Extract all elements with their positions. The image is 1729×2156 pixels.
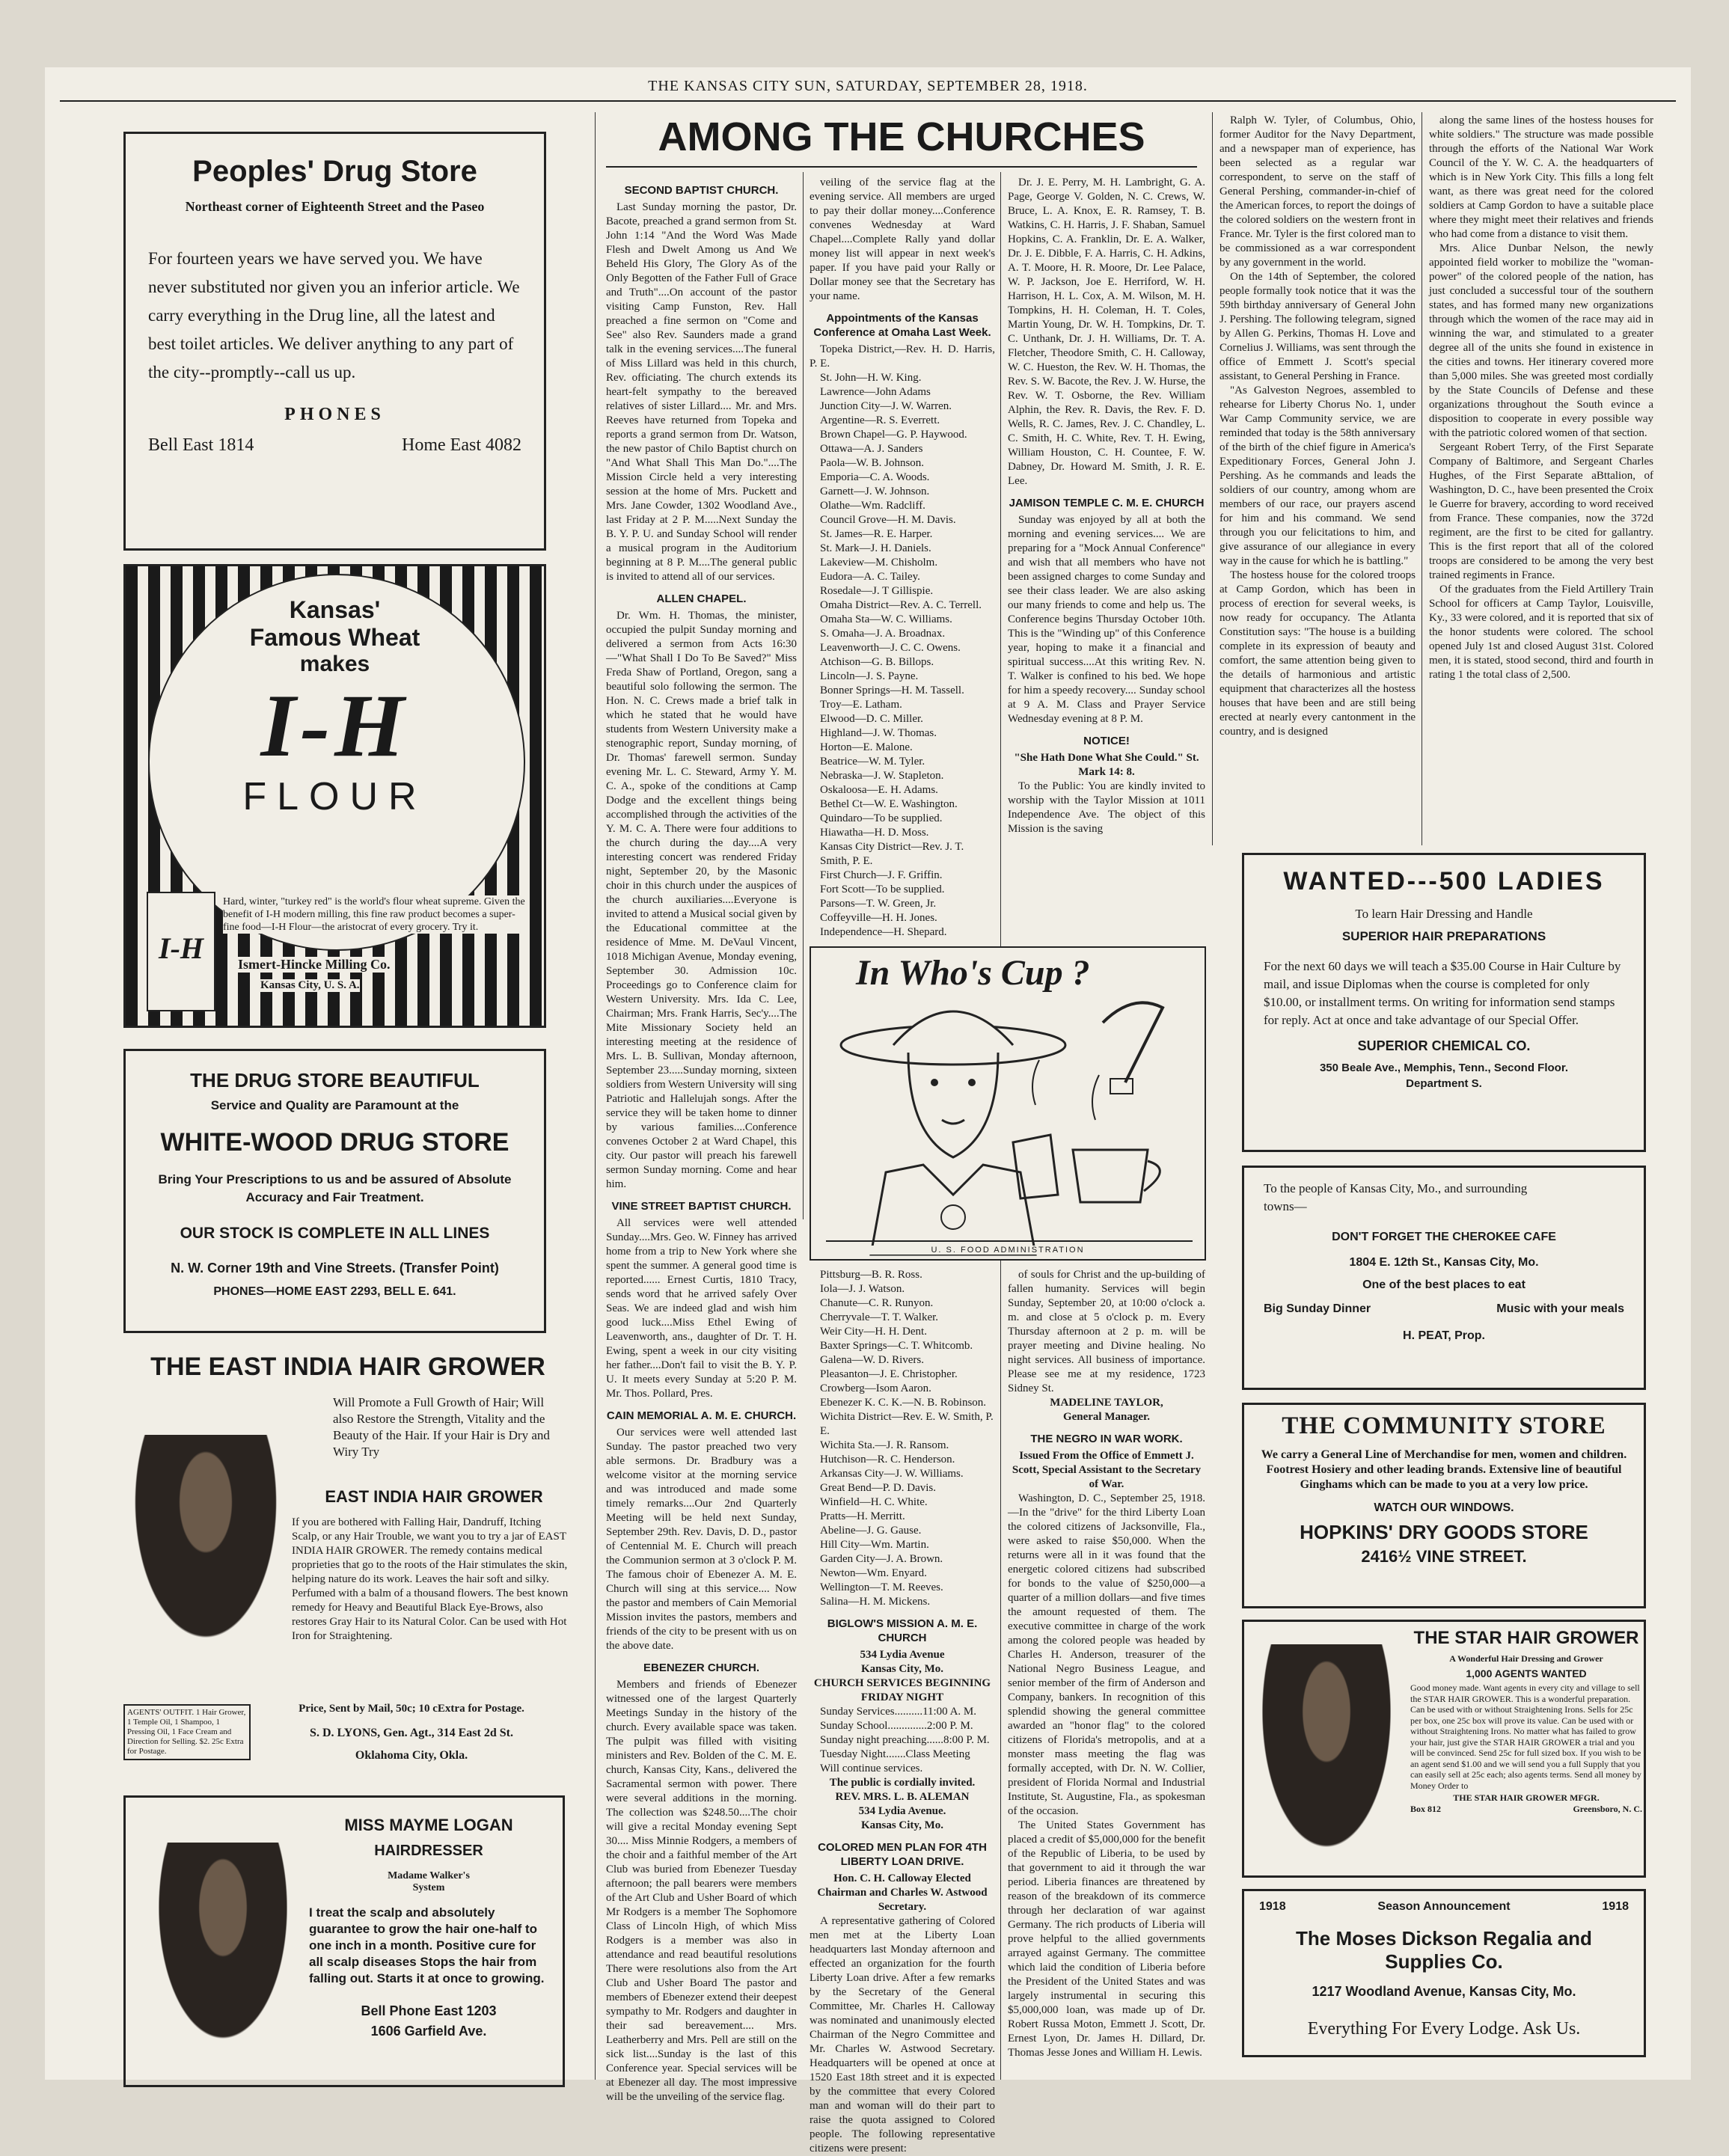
cherokee-line2: DON'T FORGET THE CHEROKEE CAFE bbox=[1332, 1231, 1556, 1243]
centered-line: Kansas City, Mo. bbox=[860, 1819, 943, 1831]
column-3 bbox=[1008, 176, 1205, 943]
centered-line: CHURCH SERVICES BEGINNING FRIDAY NIGHT bbox=[813, 1677, 991, 1703]
list-item: Atchison—G. B. Billops. bbox=[820, 656, 934, 668]
logan-name: MISS MAYME LOGAN bbox=[344, 1816, 513, 1834]
centered-line: General Manager. bbox=[1062, 1411, 1151, 1423]
article-paragraph: Our services were well attended last Sunday. The pastor preached two very able sermons. Dr. Bradbury was a welcome visitor at the morning service and was introduced and made some timely remarks....Our 2nd Quarterly Meeting will be held next Sunday, September 29th. Rev. Davis, D. D., pastor of Centennial M. E. Church will preach the Communion sermon at 3 o'clock P. M. The famous choir of Ebenezer A. M. E. Church will sing at this service.... Now the pastor and members of Cain Memorial Mission invites the pastors, members and friends of the city to be present with us on the above date. bbox=[606, 1427, 797, 1652]
list-item: Newton—Wm. Enyard. bbox=[820, 1567, 927, 1579]
list-item: Cherryvale—T. T. Walker. bbox=[820, 1311, 939, 1323]
article-paragraph: Members and friends of Ebenezer witnessed one of the largest Quarterly Meetings Sunday in the history of the church. Every available space was taken. The pulpit was filled with visiting ministers and Rev. Bolden of the C. M. E. church, Kansas City, Kans., delivered the Sacramental sermon with power. There were several additions in the morning. The collection was $248.50....The choir will give a recital Monday evening Sept 30.... Miss Minnie Rodgers, a members of the choir and a faithful member of the Art Club was buried from Ebenezer Tuesday afternoon; the pall bearers were members of the Art Club and Usher Board of which Mr Rodgers is a member The Sophomore Class of Lincoln High, of which Miss Rodgers is a member was also in attendance and read beautiful resolutions There were resolutions also from the Art Club and Usher Board The pastor and members of Ebenezer extend their deepest sympathy to Mr. Rodgers and daughter in their sad bereavement.... Mrs. Leatherberry and Mrs. Pell are still on the sick list....Sunday is the last of this Conference year. Special services will be at Ebenezer all day. The most impressive will be the unveiling of the service flag. bbox=[606, 1679, 797, 2103]
list-item: St. James—R. E. Harper. bbox=[820, 528, 933, 540]
article-paragraph: The hostess house for the colored troops at Camp Gordon, which has been in process of erection for several weeks, is now ready for occupancy. The Atlanta Constitution says: "The house is a building complete in its expression of beauty and comfort, the same attention being given to the details of harmonious and artistic equipment that characterizes all the hostess houses that have been and are still being erected at nearly every cantonment in the country, and is designed bbox=[1220, 569, 1416, 738]
masthead-rule bbox=[60, 100, 1676, 102]
column-heading: Appointments of the Kansas Conference at Omaha Last Week. bbox=[813, 312, 991, 339]
wanted-body: For the next 60 days we will teach a $35.00 Course in Hair Culture by mail, and issue Diplomas when the course is completed for only $10.00, or installment terms. On writing for information send stamps for reply. Act at once and take advantage of our Special Offer. bbox=[1264, 959, 1621, 1027]
list-item: St. John—H. W. King. bbox=[820, 372, 922, 384]
list-item: Garnett—J. W. Johnson. bbox=[820, 486, 930, 497]
flour-line1: Kansas' bbox=[289, 596, 381, 623]
flour-company: Ismert-Hincke Milling Co. bbox=[238, 957, 391, 972]
column-heading: THE NEGRO IN WAR WORK. bbox=[1030, 1433, 1183, 1445]
dickson-header bbox=[1259, 1900, 1629, 1914]
flour-body: Hard, winter, "turkey red" is the world's flour wheat supreme. Given the benefit of I-H modern milling, this fine raw product becomes a super-fine food—I-H Flour—the aristocrat of every grocery. Try it. bbox=[223, 895, 530, 934]
list-item: Brown Chapel—G. P. Haywood. bbox=[820, 429, 967, 441]
logan-phone: Bell Phone East 1203 bbox=[361, 2003, 497, 2018]
list-item: Garden City—J. A. Brown. bbox=[820, 1553, 943, 1565]
column-heading: CAIN MEMORIAL A. M. E. CHURCH. bbox=[606, 1409, 797, 1422]
article-paragraph: Washington, D. C., September 25, 1918.—In the "drive" for the third Liberty Loan the colored citizens of Jacksonville, Fla., were asked to raise $50,000. When the returns were all in it was found that the energetic colored citizens had subscribed for bonds to the value of $250,000—a quarter of a million dollars—and five times the amount requested of them. The executive committee in charge of the work among the colored people was headed by Charles H. Anderson, treasurer of the National Negro Business League, and senior member of the firm of Anderson and Company, bankers. In recognition of this splendid showing the general committee awarded an "honor flag" to the colored citizens of Florida's metropolis, and at a monster mass meeting the flag was formally accepted, with Dr. N. W. Collier, president of Florida Normal and Industrial Institute, St. Augustine, Fla., as spokesman of the occasion. bbox=[1008, 1492, 1205, 1817]
flour-brand: I-H bbox=[260, 676, 409, 775]
list-item: Wichita District—Rev. E. W. Smith, P. E. bbox=[820, 1411, 994, 1437]
ad-white-wood-drug-store bbox=[123, 1049, 546, 1333]
centered-line: MADELINE TAYLOR, bbox=[1050, 1397, 1163, 1409]
wanted-company: SUPERIOR CHEMICAL CO. bbox=[1357, 1038, 1531, 1053]
list-item: Pittsburg—B. R. Ross. bbox=[820, 1269, 922, 1281]
list-item: Oskaloosa—E. H. Adams. bbox=[820, 784, 938, 796]
cherokee-line5 bbox=[1264, 1302, 1624, 1316]
list-item: Hutchison—R. C. Henderson. bbox=[820, 1454, 955, 1466]
list-item: Iola—J. J. Watson. bbox=[820, 1283, 905, 1295]
list-item: Baxter Springs—C. T. Whitcomb. bbox=[820, 1340, 973, 1352]
list-item: Independence—H. Shepard. bbox=[820, 926, 947, 938]
list-item: Council Grove—H. M. Davis. bbox=[820, 514, 956, 526]
cherokee-prop: H. PEAT, Prop. bbox=[1403, 1329, 1485, 1342]
list-item: Kansas City District—Rev. J. T. Smith, P. E. bbox=[820, 841, 964, 867]
article-paragraph: To the Public: You are kindly invited to worship with the Taylor Mission at 1011 Independence Ave. The object of this Mission is the saving bbox=[1008, 780, 1205, 835]
wanted-line2: SUPERIOR HAIR PREPARATIONS bbox=[1341, 929, 1546, 943]
article-paragraph: along the same lines of the hostess houses for white soldiers." The structure was made possible through the efforts of the National War Work Council of the Y. W. C. A. the headquarters of which is in New York City. This fills a long felt want, as there was great need for the colored soldiers at Camp Gordon to have a suitable place where they might meet their relatives and friends who had come from a distance to visit them. bbox=[1429, 114, 1653, 240]
list-item: Tuesday Night.......Class Meeting bbox=[820, 1748, 970, 1760]
ei-head2: EAST INDIA HAIR GROWER bbox=[325, 1487, 543, 1506]
article-paragraph: "As Galveston Negroes, assembled to rehearse for Liberty Chorus No. 1, under War Camp Community service, we are reminded that today is the 58th anniversary of the birth of the chief figure in America's Expeditionary Forces, General John J. Pershing. As he commands and leads the soldiers of our country, among whom are members of our race, our prayers ascend for him and his command. We send through you our felicitations to him, and give assurance of our allegiance in every way in the cause for which he is battling." bbox=[1220, 385, 1416, 567]
list-item: Bonner Springs—H. M. Tassell. bbox=[820, 685, 964, 696]
list-item: Sunday night preaching......8:00 P. M. bbox=[820, 1734, 990, 1746]
list-item: Horton—E. Malone. bbox=[820, 741, 913, 753]
cartoon-title: In Who's Cup ? bbox=[856, 953, 1090, 993]
heading-rule bbox=[606, 166, 1197, 168]
column-rule bbox=[803, 172, 804, 1219]
ad-phone-bell: Bell East 1814 bbox=[148, 435, 254, 455]
ww-line3: WHITE-WOOD DRUG STORE bbox=[160, 1128, 509, 1157]
list-item: Ottawa—A. J. Sanders bbox=[820, 443, 923, 455]
article-paragraph: The United States Government has placed a credit of $5,000,000 for the benefit of the Republic of Liberia, to be used by that government to aid it through the war period. Liberia finances are threatened by reason of the breakdown of its commerce through her declaration of war against Germany. The rich products of Liberia will prove helpful to the allied governments arrayed against Germany. The committee which laid the condition of Liberia before the President of the United States and was largely instrumental in securing this $5,000,000 loan, was made up of Dr. Robert Russa Moton, Emmett J. Scott, Dr. Ernest Lyon, Dr. James H. Dillard, Dr. Thomas Jesse Jones and William H. Lewis. bbox=[1008, 1819, 1205, 2059]
dickson-name: The Moses Dickson Regalia and Supplies Co. bbox=[1296, 1927, 1592, 1973]
list-item: Highland—J. W. Thomas. bbox=[820, 727, 937, 739]
ad-community-store bbox=[1242, 1403, 1646, 1608]
star-text bbox=[1410, 1628, 1642, 1815]
ad-wanted-500-ladies bbox=[1242, 853, 1646, 1152]
list-item: Parsons—T. W. Green, Jr. bbox=[820, 898, 937, 910]
cartoon-credit: U. S. FOOD ADMINISTRATION bbox=[811, 1246, 1205, 1255]
list-item: Bethel Ct—W. E. Washington. bbox=[820, 798, 958, 810]
list-item: Hiawatha—H. D. Moss. bbox=[820, 827, 929, 839]
centered-line: 534 Lydia Avenue bbox=[860, 1649, 945, 1661]
list-item: Emporia—C. A. Woods. bbox=[820, 471, 930, 483]
community-hopkins: HOPKINS' DRY GOODS STORE bbox=[1300, 1521, 1588, 1543]
list-item: Junction City—J. W. Warren. bbox=[820, 400, 952, 412]
column-heading: NOTICE! bbox=[1083, 735, 1130, 747]
ad-phones-label: PHONES bbox=[284, 405, 385, 424]
flour-header bbox=[126, 596, 544, 819]
list-item: Hill City—Wm. Martin. bbox=[820, 1539, 929, 1551]
column-1 bbox=[606, 176, 797, 2103]
list-item: First Church—J. F. Griffin. bbox=[820, 869, 943, 881]
dickson-year-right: 1918 bbox=[1602, 1900, 1629, 1913]
ww-line2: Service and Quality are Paramount at the bbox=[210, 1098, 459, 1112]
star-footer bbox=[1410, 1804, 1642, 1815]
flour-line2: Famous Wheat bbox=[249, 624, 420, 651]
logan-body: I treat the scalp and absolutely guarantee to grow the hair one-half to one inch in a month. Positive cure for all scalp diseases Stops the hair from falling out. Starts it at once to growing. bbox=[309, 1905, 545, 1985]
ww-line6: N. W. Corner 19th and Vine Streets. (Transfer Point) bbox=[171, 1261, 499, 1275]
centered-line: "She Hath Done What She Could." St. Mark 14: 8. bbox=[1014, 752, 1199, 778]
list-item: Leavenworth—J. C. C. Owens. bbox=[820, 642, 961, 654]
list-item: Great Bend—P. D. Davis. bbox=[820, 1482, 936, 1494]
ww-line1: THE DRUG STORE BEAUTIFUL bbox=[190, 1069, 480, 1091]
ei-outfit: AGENTS' OUTFIT. 1 Hair Grower, 1 Temple Oil, 1 Shampoo, 1 Pressing Oil, 1 Face Cream and Direction for Selling. $2. 25c Extra for Postage. bbox=[123, 1704, 251, 1760]
article-paragraph: Ralph W. Tyler, of Columbus, Ohio, former Auditor for the Navy Department, and a newspaper man of experience, has been selected as a regular war correspondent, to serve on the staff of General Pershing, commander-in-chief of the American forces, to report the doings of the colored soldiers on the western front in France. Mr. Tyler is the first colored man to be commissioned as a war correspondent by any government in the world. bbox=[1220, 114, 1416, 269]
flour-city: Kansas City, U. S. A. bbox=[260, 979, 360, 991]
ad-peoples-drug-store bbox=[123, 132, 546, 551]
list-item: Quindaro—To be supplied. bbox=[820, 812, 943, 824]
list-item: Arkansas City—J. W. Williams. bbox=[820, 1468, 964, 1480]
ad-moses-dickson-regalia bbox=[1242, 1889, 1646, 2057]
list-item: Beatrice—W. M. Tyler. bbox=[820, 756, 925, 768]
community-title: THE COMMUNITY STORE bbox=[1282, 1412, 1606, 1439]
column-2 bbox=[810, 176, 995, 943]
star-box: Box 812 bbox=[1410, 1804, 1442, 1814]
cherokee-line4: One of the best places to eat bbox=[1362, 1278, 1526, 1291]
wanted-dept: Department S. bbox=[1406, 1077, 1482, 1090]
article-paragraph: On the 14th of September, the colored people formally took notice that it was the 59th birthday anniversary of General John J. Pershing. The following telegram, signed by Allen G. Perkins, Thomas H. Love and Cornelius J. Williams, was sent through the office of Emmett J. Scott's special assistant, to General Pershing in France. bbox=[1220, 271, 1416, 382]
list-item: Lawrence—John Adams bbox=[820, 386, 931, 398]
list-item: Winfield—H. C. White. bbox=[820, 1496, 928, 1508]
newspaper-page bbox=[45, 67, 1691, 2155]
centered-line: REV. MRS. L. B. ALEMAN bbox=[835, 1791, 970, 1803]
column-heading: JAMISON TEMPLE C. M. E. CHURCH bbox=[1009, 497, 1205, 509]
list-item: Sunday Services..........11:00 A. M. bbox=[820, 1706, 977, 1718]
ww-line7: PHONES—HOME EAST 2293, BELL E. 641. bbox=[213, 1285, 456, 1298]
logan-portrait-image bbox=[148, 1843, 298, 2059]
centered-line: The public is cordially invited. bbox=[829, 1777, 976, 1789]
ei-agent: S. D. LYONS, Gen. Agt., 314 East 2d St. bbox=[310, 1727, 513, 1739]
list-item: Salina—H. M. Mickens. bbox=[820, 1596, 931, 1608]
list-item: Eudora—A. C. Tailey. bbox=[820, 571, 920, 583]
list-item: Omaha District—Rev. A. C. Terrell. bbox=[820, 599, 982, 611]
centered-line: Hon. C. H. Calloway Elected Chairman and Charles W. Astwood Secretary. bbox=[817, 1872, 988, 1913]
list-item: Troy—E. Latham. bbox=[820, 699, 902, 711]
column-2-lower bbox=[810, 1268, 995, 2155]
cherokee-line1: To the people of Kansas City, Mo., and surrounding towns— bbox=[1264, 1181, 1528, 1213]
column-heading: EBENEZER CHURCH. bbox=[643, 1662, 759, 1674]
article-paragraph: of souls for Christ and the up-building of fallen humanity. Services will begin Sunday, September 20, at 10:00 o'clock a. m. and close at 5 o'clock p. m. Every Thursday afternoon at 2 p. m. will be prayer meeting and Divine healing. No night services. All business of importance. Please see me at my residence, 1723 Sidney St. bbox=[1008, 1269, 1205, 1394]
list-item: Chanute—C. R. Runyon. bbox=[820, 1297, 934, 1309]
list-item: Wellington—T. M. Reeves. bbox=[820, 1581, 943, 1593]
list-item: Sunday School..............2:00 P. M. bbox=[820, 1720, 973, 1732]
cherokee-dinner: Big Sunday Dinner bbox=[1264, 1302, 1371, 1315]
list-item: Rosedale—J. T Gillispie. bbox=[820, 585, 934, 597]
logan-role: HAIRDRESSER bbox=[374, 1843, 483, 1859]
ad-star-hair-grower bbox=[1242, 1620, 1646, 1878]
ad-phones bbox=[148, 435, 521, 456]
logan-address: 1606 Garfield Ave. bbox=[370, 2024, 487, 2039]
centered-line: Kansas City, Mo. bbox=[860, 1663, 943, 1675]
community-watch: WATCH OUR WINDOWS. bbox=[1374, 1501, 1514, 1514]
logan-system2: System bbox=[412, 1882, 445, 1893]
ww-line4: Bring Your Prescriptions to us and be assured of Absolute Accuracy and Fair Treatment. bbox=[158, 1172, 512, 1204]
column-heading: ALLEN CHAPEL. bbox=[656, 592, 747, 605]
ei-body: If you are bothered with Falling Hair, Dandruff, Itching Scalp, or any Hair Trouble, we want you to try a jar of EAST INDIA HAIR GROWER. The remedy contains medical proprieties that go to the roots of the Hair stimulates the skin, helping nature do its work. Leaves the hair soft and silky. Perfumed with a balm of a thousand flowers. The best known remedy for Heavy and Beautiful Black Eye-Brows, also restores Gray Hair to its Natural Color. Can be used with Hot Iron for Straightening. bbox=[292, 1516, 569, 1642]
ei-price: Price, Sent by Mail, 50c; 10 cExtra for Postage. bbox=[299, 1703, 524, 1715]
ei-title: THE EAST INDIA HAIR GROWER bbox=[150, 1353, 545, 1381]
masthead: THE KANSAS CITY SUN, SATURDAY, SEPTEMBER 28, 1918. bbox=[648, 78, 1088, 94]
list-item: S. Omaha—J. A. Broadnax. bbox=[820, 628, 946, 640]
logan-system1: Madame Walker's bbox=[388, 1870, 470, 1881]
list-item: Argentine—R. S. Everrett. bbox=[820, 414, 940, 426]
dickson-tagline: Everything For Every Lodge. Ask Us. bbox=[1307, 2019, 1581, 2039]
article-paragraph: Last Sunday morning the pastor, Dr. Bacote, preached a grand sermon from St. John 1:14 "And the Word Was Made Flesh and Dwelt Among us And We Beheld His Glory, The Glory As of the Only Begotten of the Father Full of Grace and Truth"....On account of the pastor visiting Camp Funston, Rev. Hall preached a fine sermon on "Come and See" also Rev. Saunders made a grand talk in the evening services....The funeral of Miss Lillard was held in this church, Rev. officiating. The church extends its heart-felt sympathy to the bereaved relatives of sister Lillard.... Mr. and Mrs. Reeves have returned from Topeka and reports a grand sermon from Dr. Watson, the new pastor of Chilo Baptist church on "And What Shall This Man Do."....The Mission Circle held a very interesting session at the home of Mrs. Puckett and Mrs. Jane Cowder, 1302 Woodland Ave., last Friday at 2 P. M.....Next Sunday the B. Y. P. U. and Sunday School will render a musical program in the Auditorium beginning at 8 P. M....The general public is invited to attend all of our services. bbox=[606, 201, 797, 583]
flour-line3: makes bbox=[299, 652, 370, 676]
ad-body: For fourteen years we have served you. We have never substituted nor given you an inferior article. We carry everything in the Drug line, all the latest and best toilet articles. We deliver anything to any part of the city--promptly--call us up. bbox=[148, 249, 520, 382]
list-item: Wichita Sta.—J. R. Ransom. bbox=[820, 1439, 949, 1451]
list-item: Galena—W. D. Rivers. bbox=[820, 1354, 924, 1366]
column-rule bbox=[595, 112, 596, 2080]
cartoon-in-whos-cup bbox=[810, 946, 1206, 1261]
wanted-line1: To learn Hair Dressing and Handle bbox=[1355, 907, 1533, 921]
wanted-title: WANTED---500 LADIES bbox=[1283, 867, 1605, 895]
column-rule bbox=[1212, 112, 1213, 845]
dickson-address: 1217 Woodland Avenue, Kansas City, Mo. bbox=[1312, 1984, 1576, 1999]
dickson-year-left: 1918 bbox=[1259, 1900, 1286, 1913]
list-item: Paola—W. B. Johnson. bbox=[820, 457, 925, 469]
star-title: THE STAR HAIR GROWER bbox=[1413, 1628, 1639, 1648]
article-paragraph: A representative gathering of Colored men met at the Liberty Loan headquarters last Monday afternoon and effected an organization for the fourth Liberty Loan drive. After a few remarks by the Secretary of the General Committee, Mr. Charles H. Calloway was nominated and unanimously elected Chairman of the Negro Committee and Mr. Charles W. Astwood Secretary. Headquarters will be opened at once at 1520 East 18th street and it is expected by the committee that every Colored man and woman will do their part to raise the quota assigned to Colored people. The following representative citizens were present: bbox=[810, 1915, 995, 2155]
list-item: Coffeyville—H. H. Jones. bbox=[820, 912, 937, 924]
list-item: Lincoln—J. S. Payne. bbox=[820, 670, 919, 682]
dickson-season: Season Announcement bbox=[1377, 1900, 1511, 1913]
wanted-address: 350 Beale Ave., Memphis, Tenn., Second Floor. bbox=[1319, 1062, 1569, 1074]
ad-ih-flour bbox=[123, 564, 546, 1028]
star-body: Good money made. Want agents in every city and village to sell the STAR HAIR GROWER. This is a wonderful preparation. Can be used with or without Straightening Irons. Sells for 25c per box, one 25c box will prove its value. Can be used with or without Straightening Irons. No matter what has failed to grow your hair, just give the STAR HAIR GROWER a trial and you will be convinced. Send 25c for full sized box. If you wish to be an agent send $1.00 and we will send you a full Supply that you can easily sell at 25c each; also agents terms. Send all money by Money Order to bbox=[1410, 1682, 1641, 1791]
column-heading: VINE STREET BAPTIST CHURCH. bbox=[611, 1200, 792, 1213]
ei-portrait-image bbox=[123, 1435, 288, 1659]
flour-word: FLOUR bbox=[242, 775, 427, 818]
article-paragraph: Dr. J. E. Perry, M. H. Lambright, G. A. Page, George V. Golden, N. C. Crews, W. Bruce, L. A. Knox, E. R. Ramsey, T. B. Watkins, C. H. Harris, J. F. Shaban, Samuel Hopkins, C. A. Franklin, Dr. E. A. Walker, Dr. J. E. Dibble, F. A. Harris, C. H. Adkins, A. T. Moore, H. R. Moore, Dr. Lee Palace, W. P. Jackson, Joe E. Herriford, W. H. Harrison, H. L. Cox, A. M. Wilson, M. H. Tompkins, H. H. Coleman, H. T. Coles, Martin Young, Dr. W. H. Tompkins, Dr. T. C. Unthank, Dr. J. H. Williams, Dr. T. A. Fletcher, Theodore Smith, C. H. Calloway, W. C. Hueston, the Rev. W. H. Thomas, the Rev. S. W. Bacote, the Rev. J. W. Hurse, the Rev. W. T. Osborne, the Rev. William Alphin, the Rev. R. Davis, the Rev. F. D. Wells, R. C. James, Rev. J. C. Chandley, L. C. Smith, H. C. White, Rev. T. H. Ewing, William Houston, C. H. Countee, F. W. Dabney, Dr. Howard M. Smith, J. R. E. Lee. bbox=[1008, 177, 1205, 487]
list-item: Fort Scott—To be supplied. bbox=[820, 883, 945, 895]
list-item: Olathe—Wm. Radcliff. bbox=[820, 500, 925, 512]
list-item: Crowberg—Isom Aaron. bbox=[820, 1382, 931, 1394]
ad-east-india-hair-grower bbox=[123, 1353, 572, 1790]
community-address: 2416½ VINE STREET. bbox=[1361, 1547, 1527, 1566]
ei-city: Oklahoma City, Okla. bbox=[355, 1749, 468, 1762]
article-paragraph: Topeka District,—Rev. H. D. Harris, P. E. bbox=[810, 343, 995, 370]
cherokee-music: Music with your meals bbox=[1496, 1302, 1624, 1315]
ei-intro: Will Promote a Full Growth of Hair; Will also Restore the Strength, Vitality and the Beauty of the Hair. If your Hair is Dry and Wiry Try bbox=[333, 1395, 550, 1459]
star-line2: 1,000 AGENTS WANTED bbox=[1466, 1667, 1587, 1679]
ad-mayme-logan bbox=[123, 1795, 565, 2087]
ad-cherokee-cafe bbox=[1242, 1166, 1646, 1390]
ad-phone-home: Home East 4082 bbox=[402, 435, 521, 455]
cartoon-illustration bbox=[811, 948, 1208, 1262]
star-line1: A Wonderful Hair Dressing and Grower bbox=[1449, 1653, 1603, 1664]
cherokee-line3: 1804 E. 12th St., Kansas City, Mo. bbox=[1349, 1256, 1539, 1269]
flour-sack-icon: I-H bbox=[147, 892, 215, 1011]
star-city: Greensboro, N. C. bbox=[1573, 1804, 1642, 1814]
list-item: Ebenezer K. C. K.—N. B. Robinson. bbox=[820, 1397, 987, 1409]
community-body: We carry a General Line of Merchandise for men, women and children. Footrest Hosiery and other leading brands. Extensive line of beautiful Ginghams which can be made to you at a very low price. bbox=[1261, 1448, 1627, 1491]
centered-line: Issued From the Office of Emmett J. Scott, Special Assistant to the Secretary of War. bbox=[1012, 1450, 1202, 1490]
list-item: Will continue services. bbox=[820, 1763, 923, 1774]
ww-line5: OUR STOCK IS COMPLETE IN ALL LINES bbox=[180, 1225, 490, 1242]
list-item: Elwood—D. C. Miller. bbox=[820, 713, 923, 725]
article-paragraph: Of the graduates from the Field Artillery Train School for officers at Camp Taylor, Louisville, Ky., 33 were colored, and it is reported that six of the honor students were colored. The school opened July 1st and closed August 31st. Colored men, it is stated, stood second, third and fourth in rating 1 the total class of 2,500. bbox=[1429, 584, 1653, 681]
list-item: St. Mark—J. H. Daniels. bbox=[820, 542, 931, 554]
article-paragraph: veiling of the service flag at the evening service. All members are urged to pay their dollar money....Conference convenes Wednesday at Ward Chapel....Complete Rally yand dollar money list will appear in next week's paper. If you have paid your Rally or Dollar money see that the Secretary has your name. bbox=[810, 177, 995, 302]
article-paragraph: Dr. Wm. H. Thomas, the minister, occupied the pulpit Sunday morning and delivered a sermon from Acts 16:30—"What Shall I Do To Be Saved?" Miss Freda Shaw of Portland, Oregon, sang a beautiful solo following the sermon. The Hon. N. C. Crews made a brief talk in which he stated that he would have students from Western University make a stenographic report, Sunday morning, of Dr. Thomas' farewell sermon. Sunday evening Mr. L. C. Steward, Army Y. M. C. A., spoke of the conditions at Camp Dodge and the excellent things being accomplished through the activities of the Y. M. C. A. There were four additions to the church during the day....A very interesting concert was rendered Friday night, September 20, by the Masonic choir in this church under the auspices of the church auxiliaries....Everyone is invited to attend a Musical social given by the Educational committee at the residence of Mme. M. DeVaul Vincent, 1018 Michigan Avenue, Monday evening, September 30. Admission 10c. Proceedings go to Conference claim for Western University. Mrs. Ida C. Lee, Chairman; Mrs. Frank Harris, Sec'y....The Mite Missionary Society held an interesting meeting at the residence of Mrs. L. B. Sullivan, Monday afternoon, September 23.....Sunday morning, sixteen soldiers from Western University will sing Patriotic and Hallelujah songs. After the service they will be taken home to dinner by various families....Conference convenes October 2 at Ward Chapel, this city. Our pastor will preach his farewell sermon Sunday morning. Come and hear him. bbox=[606, 610, 797, 1190]
list-item: Weir City—H. H. Dent. bbox=[820, 1326, 927, 1338]
ad-subtitle: Northeast corner of Eighteenth Street and the Paseo bbox=[185, 199, 485, 214]
article-paragraph: Mrs. Alice Dunbar Nelson, the newly appointed field worker to mobilize the "woman-power" of the colored people of the nation, has just concluded a successful tour of the southern states, and has formed many new organizations through which the women of the race may aid in winning the war, and stimulated to a greater degree all of the units she found in existence in the cities and towns. Her itinerary covered more than 5,000 miles. She was greeted most cordially by the State Councils of Defense and these organizations throughout the South evince a disposition to cooperate in every possible way with the patriotic colored women of that section. bbox=[1429, 242, 1653, 439]
column-5 bbox=[1429, 114, 1653, 839]
list-item: Nebraska—J. W. Stapleton. bbox=[820, 770, 944, 782]
column-heading: COLORED MEN PLAN FOR 4TH LIBERTY LOAN DRIVE. bbox=[818, 1841, 987, 1868]
centered-line: 534 Lydia Avenue. bbox=[858, 1805, 946, 1817]
column-heading: SECOND BAPTIST CHURCH. bbox=[624, 184, 779, 197]
article-paragraph: Sergeant Robert Terry, of the First Separate Company of Baltimore, and Sergeant Charles Hughes, of the First Separate aBttalion, of Washington, D. C., have been presented the Croix le Guerre for bravery, according to word received from France. These companies, now the 372d regiment, are the first to be cited for gallantry. This is the first report that all of the colored troops are considered to be among the very best trained regiments in France. bbox=[1429, 441, 1653, 581]
star-company: THE STAR HAIR GROWER MFGR. bbox=[1453, 1792, 1600, 1803]
main-heading: AMONG THE CHURCHES bbox=[658, 114, 1145, 159]
list-item: Abeline—J. G. Gause. bbox=[820, 1525, 922, 1537]
list-item: Omaha Sta—W. C. Williams. bbox=[820, 613, 952, 625]
column-4 bbox=[1220, 114, 1416, 839]
column-heading: BIGLOW'S MISSION A. M. E. CHURCH bbox=[827, 1617, 978, 1644]
logan-text bbox=[309, 1816, 548, 2039]
list-item: Pratts—H. Merritt. bbox=[820, 1510, 905, 1522]
star-portrait-image bbox=[1252, 1644, 1401, 1869]
article-paragraph: All services were well attended Sunday....Mrs. Geo. W. Finney has arrived home from a trip to New York where she spent the summer. A general good time is reported...... Ernest Curtis, 1810 Tracy, sends word that he arrived safely Over Seas. We are indeed glad and wish him good luck....Miss Ethel Ewing of Leavenworth, ans., daughter of Dr. T. H. Ewing, spent a week in our city visiting her father....Don't fail to visit the B. Y. P. U. It meets every Sunday at 5:20 P. M. Mr. Thos. Pollard, Pres. bbox=[606, 1217, 797, 1400]
article-paragraph: Sunday was enjoyed by all at both the morning and evening services.... We are preparing for a "Mock Annual Conference" and wish that all members who have not been assigned charges to come Sunday and see their class leader. We are also asking our many friends to come and help us. The Conference begins Thursday October 10th. This is the "Winding up" of this Conference year, hoping to make it a financial and spiritual success....At this writing Rev. N. T. Walker is confined to his bed. We hope for him a speedy recovery.... Sunday school at 9 A. M. Class and Prayer Service Wednesday evening at 8 P. M. bbox=[1008, 514, 1205, 725]
column-3-lower bbox=[1008, 1268, 1205, 2080]
list-item: Pleasanton—J. E. Christopher. bbox=[820, 1368, 958, 1380]
ad-title: Peoples' Drug Store bbox=[192, 155, 477, 188]
list-item: Lakeview—M. Chisholm. bbox=[820, 557, 938, 569]
